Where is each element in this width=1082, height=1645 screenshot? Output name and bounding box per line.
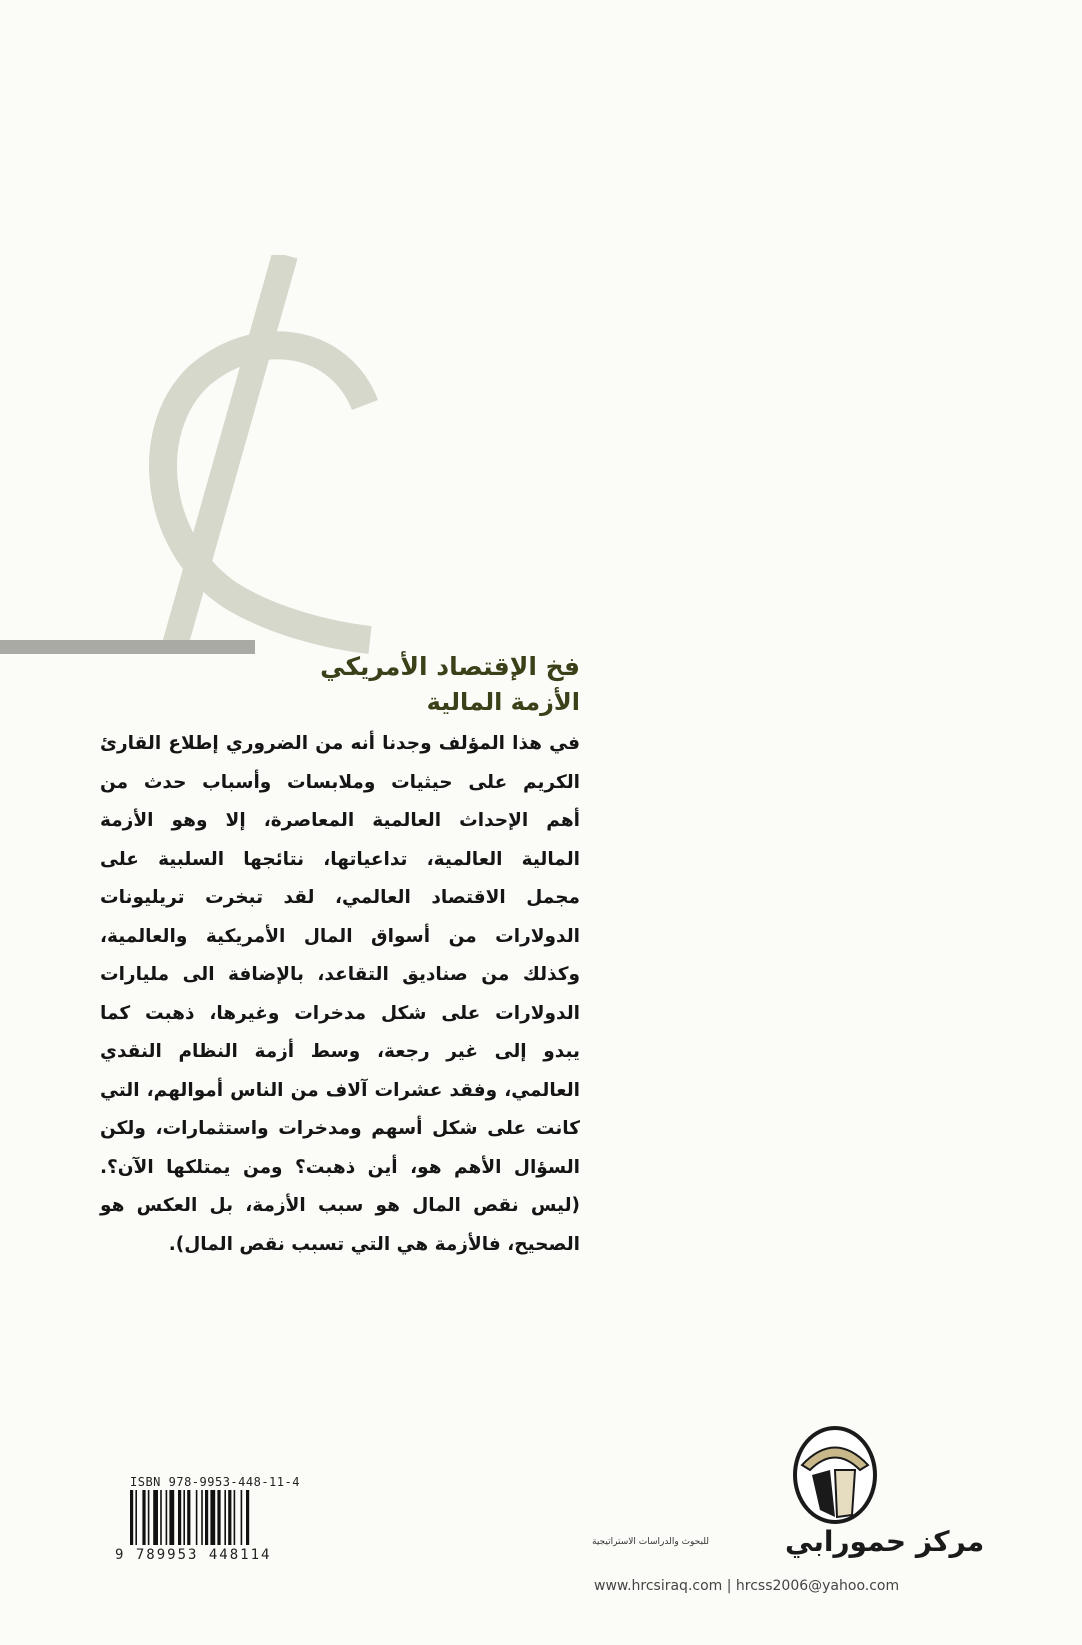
barcode-bar — [187, 1490, 190, 1545]
blurb-line: في هذا المؤلف وجدنا أنه من الضروري إطلاع القارئ — [100, 733, 580, 754]
blurb-line: المالية العالمية، تداعياتها، نتائجها السلبية على — [100, 848, 580, 870]
publisher-contact: www.hrcsiraq.com | hrcss2006@yahoo.com — [594, 1578, 900, 1594]
book-subtitle: الأزمة المالية — [426, 688, 580, 716]
barcode-number: 9 789953 448114 — [115, 1547, 272, 1563]
barcode-bar — [160, 1490, 162, 1545]
barcode-bar — [224, 1490, 226, 1545]
barcode-bar — [130, 1490, 133, 1545]
book-title: فخ الإقتصاد الأمريكي — [320, 652, 580, 681]
blurb-line: يبدو إلى غير رجعة، وسط أزمة النظام النقدي — [100, 1041, 580, 1062]
blurb-line: الدولارات من أسواق المال الأمريكية والعالمية، — [100, 925, 580, 947]
blurb — [100, 725, 580, 1264]
barcode-bar — [196, 1490, 198, 1545]
barcode-bar — [210, 1490, 215, 1545]
blurb-line: أهم الإحداث العالمية المعاصرة، إلا وهو الأزمة — [100, 810, 580, 831]
blurb-line: وكذلك من صناديق التقاعد، بالإضافة الى مليارات — [100, 964, 580, 985]
decorative-bar — [0, 640, 255, 654]
barcode-bar — [246, 1490, 249, 1545]
blurb-line: الكريم على حيثيات وملابسات وأسباب حدث من — [100, 771, 580, 793]
barcode-bar — [241, 1490, 243, 1545]
barcode-bar — [234, 1490, 236, 1545]
barcode-bar — [148, 1490, 150, 1545]
blurb-line: الصحيح، فالأزمة هي التي تسبب نقص المال). — [168, 1233, 580, 1255]
blurb-line: السؤال الأهم هو، أين ذهبت؟ ومن يمتلكها الآن؟. — [100, 1156, 580, 1178]
barcode-bar — [228, 1490, 231, 1545]
blurb-line: العالمي، وفقد عشرات آلاف من الناس أموالهم، التي — [100, 1079, 580, 1101]
barcode-bar — [217, 1490, 220, 1545]
isbn-text: ISBN 978-9953-448-11-4 — [130, 1475, 300, 1489]
blurb-line: الدولارات على شكل مدخرات وغيرها، ذهبت كما — [100, 1002, 580, 1024]
blurb-line: مجمل الاقتصاد العالمي، لقد تبخرت تريليونات — [100, 887, 580, 908]
publisher-name: مركز حمورابي — [785, 1525, 985, 1558]
barcode — [130, 1490, 330, 1545]
barcode-bar — [135, 1490, 137, 1545]
barcode-bar — [169, 1490, 174, 1545]
cent-symbol-graphic — [140, 255, 400, 655]
barcode-bar — [205, 1490, 208, 1545]
blurb-line: (ليس نقص المال هو سبب الأزمة، بل العكس هو — [100, 1195, 580, 1216]
barcode-bar — [178, 1490, 181, 1545]
barcode-bar — [142, 1490, 145, 1545]
publisher-subtitle: للبحوث والدراسات الاستراتيجية — [592, 1537, 709, 1547]
barcode-bar — [201, 1490, 203, 1545]
publisher-logo-icon — [790, 1425, 880, 1525]
blurb-line: كانت على شكل أسهم ومدخرات واستثمارات، ولكن — [100, 1118, 580, 1139]
barcode-bar — [166, 1490, 168, 1545]
barcode-bar — [183, 1490, 185, 1545]
barcode-bar — [153, 1490, 158, 1545]
